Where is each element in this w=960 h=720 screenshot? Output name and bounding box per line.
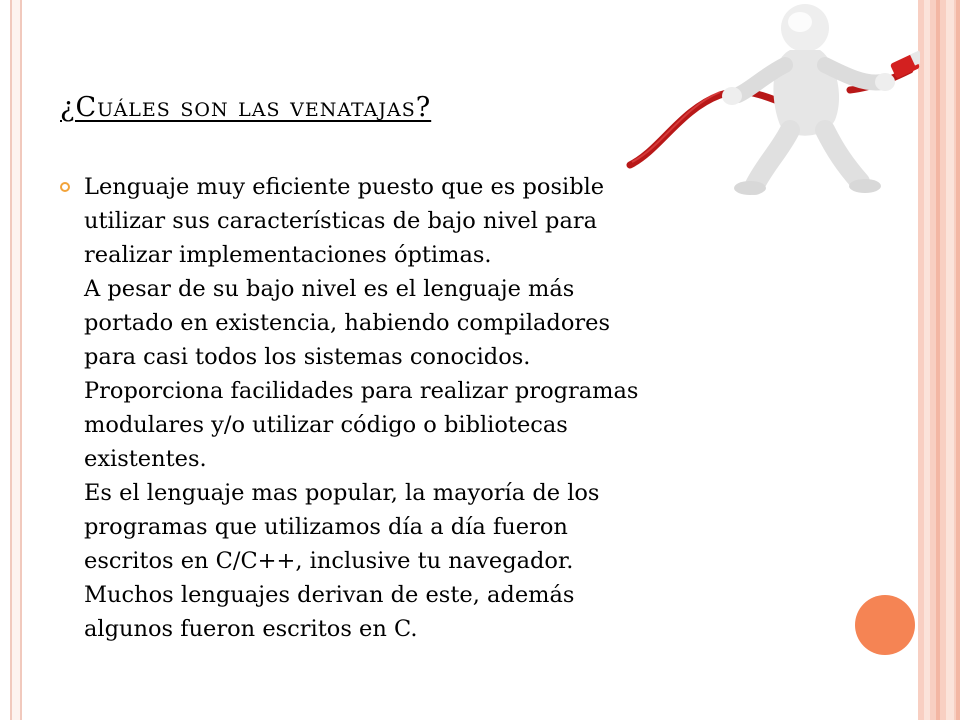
text-line: portado en existencia, habiendo compiladores — [84, 310, 611, 336]
text-line: realizar implementaciones óptimas. — [84, 242, 492, 268]
left-border-decoration — [10, 0, 22, 720]
bullet-text — [84, 170, 638, 646]
list-item — [60, 170, 820, 646]
text-line: utilizar sus características de bajo nivel para — [84, 208, 598, 234]
text-line: algunos fueron escritos en C. — [84, 616, 418, 642]
text-line: modulares y/o utilizar código o bibliotecas — [84, 412, 568, 438]
bullet-circle-icon — [60, 182, 70, 192]
page-title: ¿Cuáles son las venatajas? — [60, 92, 432, 123]
bullet-list — [60, 170, 820, 646]
text-line: Muchos lenguajes derivan de este, además — [84, 582, 575, 608]
text-line: Es el lenguaje mas popular, la mayoría de los — [84, 480, 600, 506]
text-line: programas que utilizamos día a día fueron — [84, 514, 568, 540]
text-line: escritos en C/C++, inclusive tu navegador. — [84, 548, 574, 574]
text-line: A pesar de su bajo nivel es el lenguaje más — [84, 276, 575, 302]
accent-circle — [855, 595, 915, 655]
right-border-decoration — [918, 0, 960, 720]
text-line: Proporciona facilidades para realizar programas — [84, 378, 639, 404]
text-line: Lenguaje muy eficiente puesto que es posible — [84, 174, 605, 200]
text-line: existentes. — [84, 446, 207, 472]
text-line: para casi todos los sistemas conocidos. — [84, 344, 531, 370]
